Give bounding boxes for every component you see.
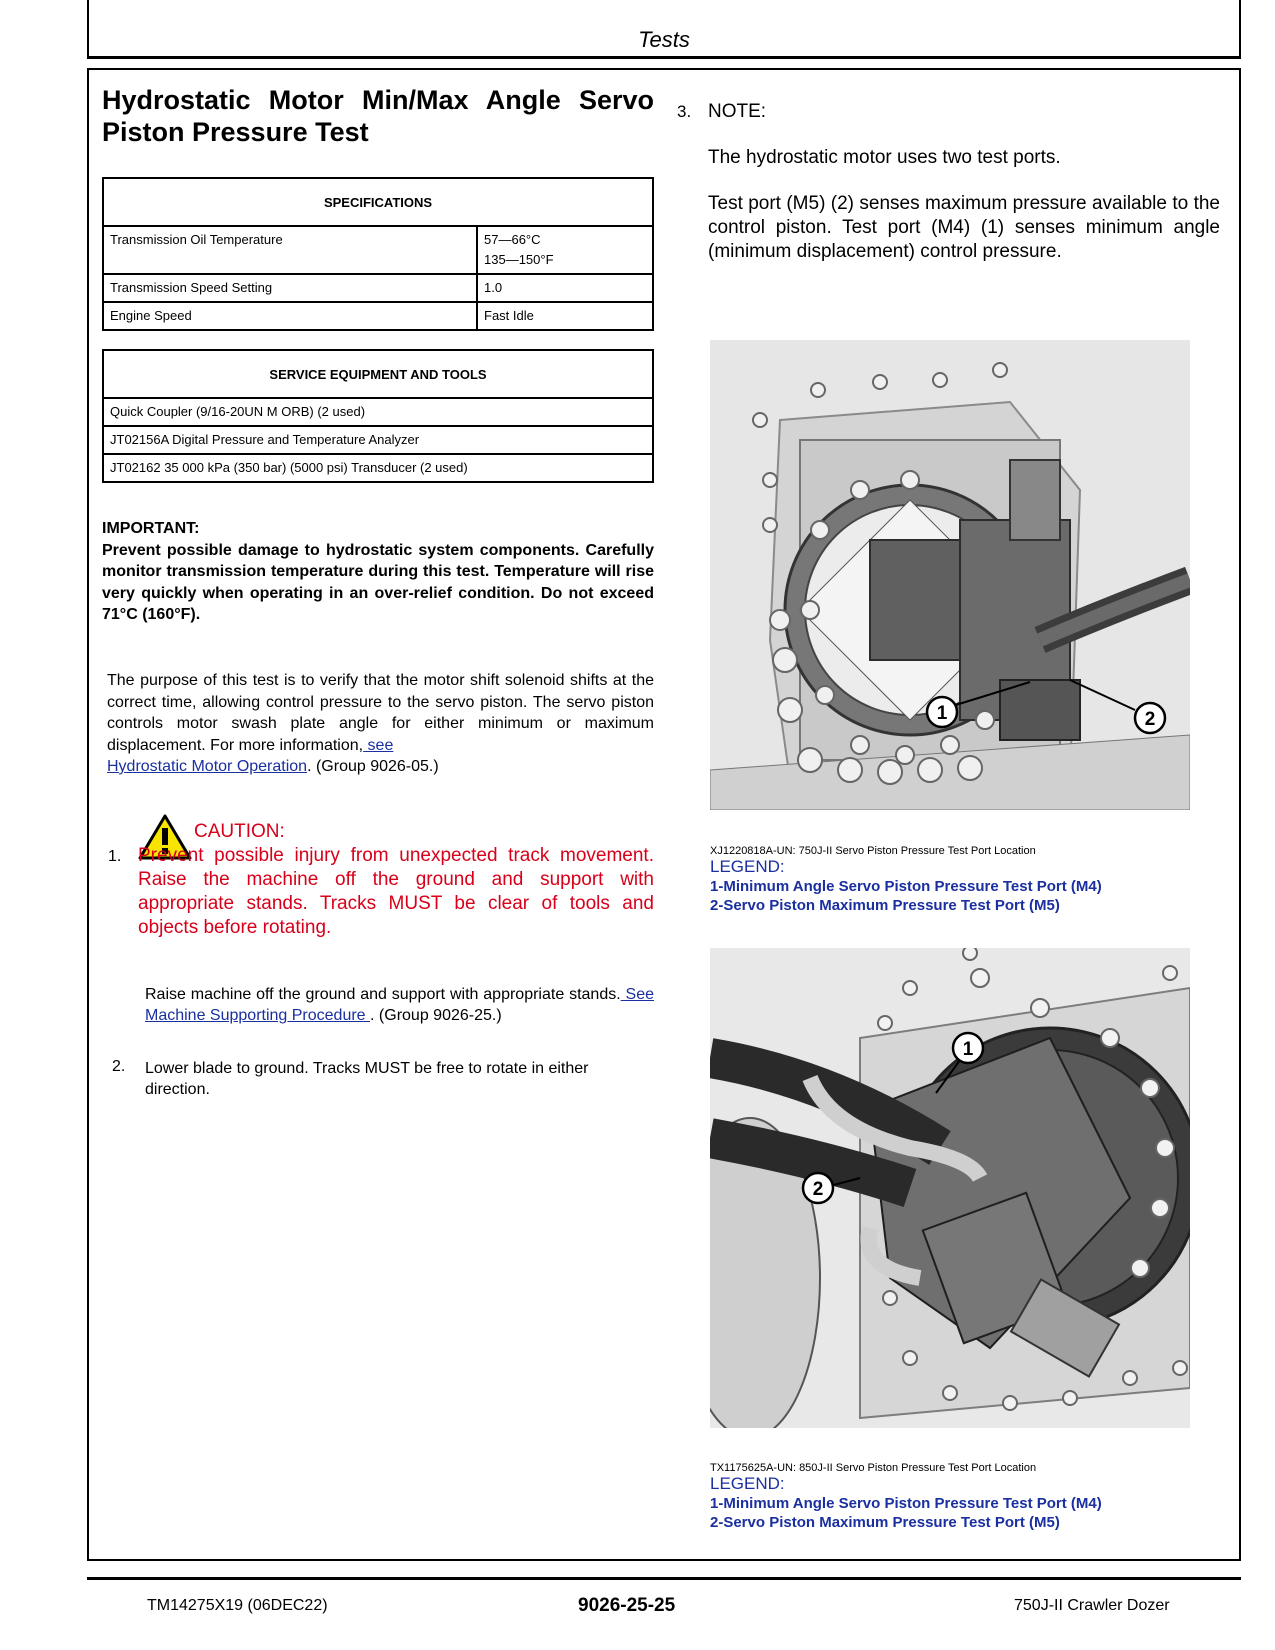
spec-value: Fast Idle (477, 302, 653, 330)
purpose-suffix: . (Group 9026-05.) (307, 758, 439, 775)
motor-illustration-2 (710, 948, 1190, 1428)
table-row (103, 302, 653, 330)
callout-2: 2 (812, 1179, 824, 1200)
figure-750j-test-ports (710, 340, 1190, 810)
table-row (103, 226, 653, 274)
spec-value-imperial: 135—150°F (484, 252, 554, 267)
figure-1-caption (710, 845, 1210, 915)
callout-1: 1 (962, 1039, 974, 1060)
spec-value: 1.0 (477, 274, 653, 302)
footer-document-id: TM14275X19 (06DEC22) (147, 1597, 328, 1614)
table-row (103, 398, 653, 426)
figure-850j-test-ports (710, 948, 1190, 1428)
figure-2-legend-heading: LEGEND: (710, 1474, 785, 1493)
figure-2-legend-item: 2-Servo Piston Maximum Pressure Test Port (M5) (710, 1514, 1060, 1531)
spec-label: Transmission Oil Temperature (103, 226, 477, 274)
specifications-table (102, 177, 654, 331)
important-text: Prevent possible damage to hydrostatic system components. Carefully monitor transmission temperature during this test. Temperature will rise very quickly when operating in an over-relief condition. Do not exceed 71°C (160°F). (102, 541, 654, 623)
table-row (103, 454, 653, 482)
footer-model: 750J-II Crawler Dozer (1014, 1597, 1170, 1614)
tools-heading: SERVICE EQUIPMENT AND TOOLS (103, 350, 653, 398)
figure-2-legend-item: 1-Minimum Angle Servo Piston Pressure Test Port (M4) (710, 1495, 1102, 1512)
see-link[interactable]: see (363, 736, 394, 754)
page-title: Hydrostatic Motor Min/Max Angle Servo Piston Pressure Test (102, 85, 654, 147)
hydrostatic-motor-operation-link[interactable]: Hydrostatic Motor Operation (107, 758, 308, 775)
purpose-text: The purpose of this test is to verify that the motor shift solenoid shifts at the correct time, allowing control pressure to the servo piston. The servo piston controls motor swash plate angle for either minimum or maximum displacement. For more information, (107, 672, 654, 754)
tool-item: JT02162 35 000 kPa (350 bar) (5000 psi) Transducer (2 used) (103, 454, 653, 482)
tools-table (102, 349, 654, 483)
note-paragraph-1: The hydrostatic motor uses two test ports. (708, 147, 1061, 168)
table-row (103, 426, 653, 454)
machine-supporting-procedure-link[interactable]: See Machine Supporting Procedure (145, 986, 654, 1024)
tool-item: JT02156A Digital Pressure and Temperature Analyzer (103, 426, 653, 454)
figure-1-legend-item: 2-Servo Piston Maximum Pressure Test Port (M5) (710, 897, 1060, 914)
step-3-number: 3. (677, 102, 692, 121)
important-notice (102, 518, 654, 626)
caution-block (138, 820, 654, 940)
figure-1-legend-heading: LEGEND: (710, 857, 785, 876)
step-2-text: Lower blade to ground. Tracks MUST be free to rotate in either direction. (145, 1060, 589, 1098)
spec-label: Transmission Speed Setting (103, 274, 477, 302)
note-paragraph-2: Test port (M5) (2) senses maximum pressure available to the control piston. Test port (M4) (1) senses minimum angle (minimum displacement) control pressure. (708, 193, 1220, 262)
step-1-suffix: . (Group 9026-25.) (370, 1007, 502, 1024)
note-label: NOTE: (708, 101, 767, 122)
step-1-number: 1. (108, 848, 122, 865)
table-row (103, 274, 653, 302)
section-label: Tests (638, 27, 690, 52)
footer-divider (87, 1577, 1241, 1580)
caution-text: Prevent possible injury from unexpected track movement. Raise the machine off the ground and support with appropriate stands. Tracks MUST be clear of tools and objects before rotating. (138, 845, 654, 938)
purpose-paragraph (107, 670, 654, 778)
callout-2: 2 (1144, 709, 1156, 730)
spec-value (477, 226, 653, 274)
step-1-text (145, 984, 654, 1026)
footer-page-number: 9026-25-25 (578, 1595, 676, 1616)
tool-item: Quick Coupler (9/16-20UN M ORB) (2 used) (103, 398, 653, 426)
specifications-heading: SPECIFICATIONS (103, 178, 653, 226)
step-1-instruction: Raise machine off the ground and support with appropriate stands. (145, 986, 621, 1003)
spec-value-metric: 57—66°C (484, 232, 541, 247)
caution-label: CAUTION: (194, 821, 285, 842)
spec-label: Engine Speed (103, 302, 477, 330)
figure-2-caption (710, 1462, 1210, 1532)
figure-1-legend-item: 1-Minimum Angle Servo Piston Pressure Test Port (M4) (710, 878, 1102, 895)
important-label: IMPORTANT: (102, 520, 200, 537)
motor-illustration-1 (710, 340, 1190, 810)
figure-2-id: TX1175625A-UN: 850J-II Servo Piston Pressure Test Port Location (710, 1462, 1037, 1474)
step-2-number: 2. (112, 1058, 126, 1075)
figure-1-id: XJ1220818A-UN: 750J-II Servo Piston Pressure Test Port Location (710, 845, 1036, 857)
callout-1: 1 (936, 703, 948, 724)
note-block (708, 100, 1220, 264)
